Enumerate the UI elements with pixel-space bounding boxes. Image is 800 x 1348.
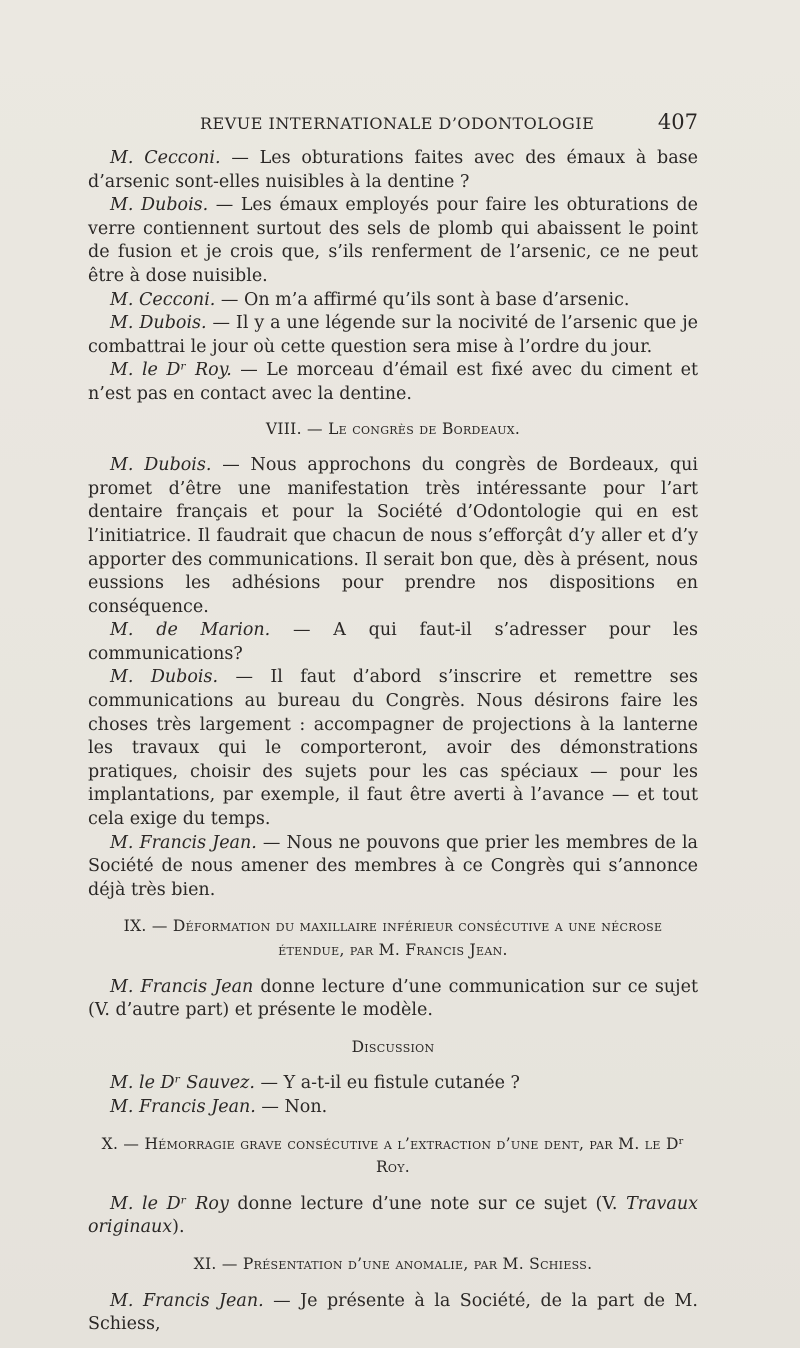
speaker: M. Francis Jean. — [110, 1096, 256, 1117]
speaker: M. Cecconi. — [110, 148, 221, 168]
paragraph-text: — Nous approchons du congrès de Bordeaux, qui promet d’être une manifestation très intéressante pour l’art dentaire français et pour la Société d’Odontologie qui en est l’initiatrice. Il faudrait que chacun de nous s’efforçât d’y aller et d’y apporter des communications. Il serait bon que, dès à présent, nous eussions les adhésions pour prendre nos dispositions en conséquence. — [88, 455, 698, 617]
speaker: M. Cecconi. — [110, 289, 216, 310]
paragraph-text: — Il y a une légende sur la nocivité de l’arsenic que je combattrai le jour où cette question sera mise à l’ordre du jour. — [88, 313, 698, 357]
paragraph — [88, 976, 698, 1023]
speaker: M. Dubois. — [110, 195, 209, 216]
section-number: XI. — — [193, 1254, 238, 1273]
paragraph-text: — Le morceau d’émail est fixé avec du ciment et n’est pas en contact avec la dentine. — [88, 360, 698, 404]
paragraph — [88, 359, 698, 406]
section-number: X. — — [101, 1134, 140, 1153]
section-heading-viii — [88, 418, 698, 442]
speaker: M. le Dʳ Roy — [110, 1193, 229, 1214]
paragraph-text: — Nous ne pouvons que prier les membres de la Société de nous amener des membres à ce Congrès qui s’annonce déjà très bien. — [88, 832, 698, 900]
paragraph-text: — Je présente à la Société, de la part de M. Schiess, — [88, 1290, 698, 1335]
section-heading-xi — [88, 1253, 698, 1277]
paragraph — [88, 666, 698, 831]
running-title: REVUE INTERNATIONALE D’ODONTOLOGIE — [200, 114, 595, 133]
paragraph-text: — Il faut d’abord s’inscrire et remettre ses communications au bureau du Congrès. Nous désirons faire les choses très largement : accompagner de projections à la lanterne les travaux qui le comporteront, avoir des démonstrations pratiques, choisir des sujets pour les cas spéciaux — pour les implantations, par exemple, il faut être averti à l’avance — et tout cela exige du temps. — [88, 667, 698, 830]
paragraph-text: — A qui faut-il s’adresser pour les communications? — [88, 620, 698, 664]
running-header — [200, 110, 698, 134]
page-number: 407 — [657, 110, 698, 134]
speaker: M. Dubois. — [110, 313, 207, 334]
section-title: Le congrès de Bordeaux. — [328, 419, 521, 438]
section-heading-ix — [88, 915, 698, 962]
paragraph-text: — Les obturations faites avec des émaux à base d’arsenic sont-elles nuisibles à la dentine ? — [88, 148, 698, 192]
paragraph — [88, 1290, 698, 1337]
discussion-line — [88, 1096, 698, 1120]
paragraph-text: donne lecture d’une note sur ce sujet (V. — [228, 1193, 627, 1214]
discussion-heading — [88, 1036, 698, 1060]
speaker: M. le Dʳ Roy. — [110, 360, 232, 381]
speaker: M. de Marion. — [110, 620, 271, 641]
section-number: VIII. — — [265, 419, 323, 438]
page-body — [88, 147, 698, 1337]
section-title: Déformation du maxillaire inférieur consécutive a une nécrose étendue, par M. Francis Jean. — [172, 917, 663, 959]
speaker: M. Francis Jean. — [110, 832, 257, 853]
paragraph — [88, 454, 698, 619]
speaker: M. Dubois. — [110, 667, 219, 688]
discussion-line — [88, 1072, 698, 1096]
paragraph-text: donne lecture d’une communication sur ce sujet (V. d’autre part) et présente le modèle. — [88, 976, 698, 1021]
speaker: M. Francis Jean. — [110, 1290, 264, 1311]
section-number: IX. — — [123, 917, 168, 936]
paragraph — [88, 194, 698, 288]
section-heading-x — [88, 1133, 698, 1180]
speaker: M. Dubois. — [110, 455, 212, 476]
speaker: M. le Dʳ Sauvez. — [110, 1073, 255, 1094]
paragraph — [88, 832, 698, 903]
paragraph-text: — Y a-t-il eu fistule cutanée ? — [254, 1073, 520, 1094]
speaker: M. Francis Jean — [110, 976, 254, 997]
discussion-title: Discussion — [351, 1037, 435, 1056]
reference: Travaux originaux — [88, 1193, 699, 1238]
paragraph — [88, 1193, 698, 1240]
paragraph-text: — On m’a affirmé qu’ils sont à base d’arsenic. — [215, 289, 630, 310]
paragraph-tail: ). — [172, 1217, 185, 1238]
paragraph — [88, 619, 698, 666]
paragraph — [88, 312, 698, 359]
section-title: Hémorragie grave consécutive a l’extraction d’une dent, par M. le Dʳ Roy. — [144, 1134, 685, 1177]
paragraph-text: — Non. — [255, 1096, 328, 1117]
paragraph — [88, 147, 698, 194]
paragraph — [88, 289, 698, 313]
paragraph-text: — Les émaux employés pour faire les obturations de verre contiennent surtout des sels de plomb qui abaissent le point de fusion et je crois que, s’ils renferment de l’arsenic, ce ne peut être à dose nuisible. — [88, 195, 698, 286]
section-title: Présentation d’une anomalie, par M. Schiess. — [242, 1254, 593, 1273]
